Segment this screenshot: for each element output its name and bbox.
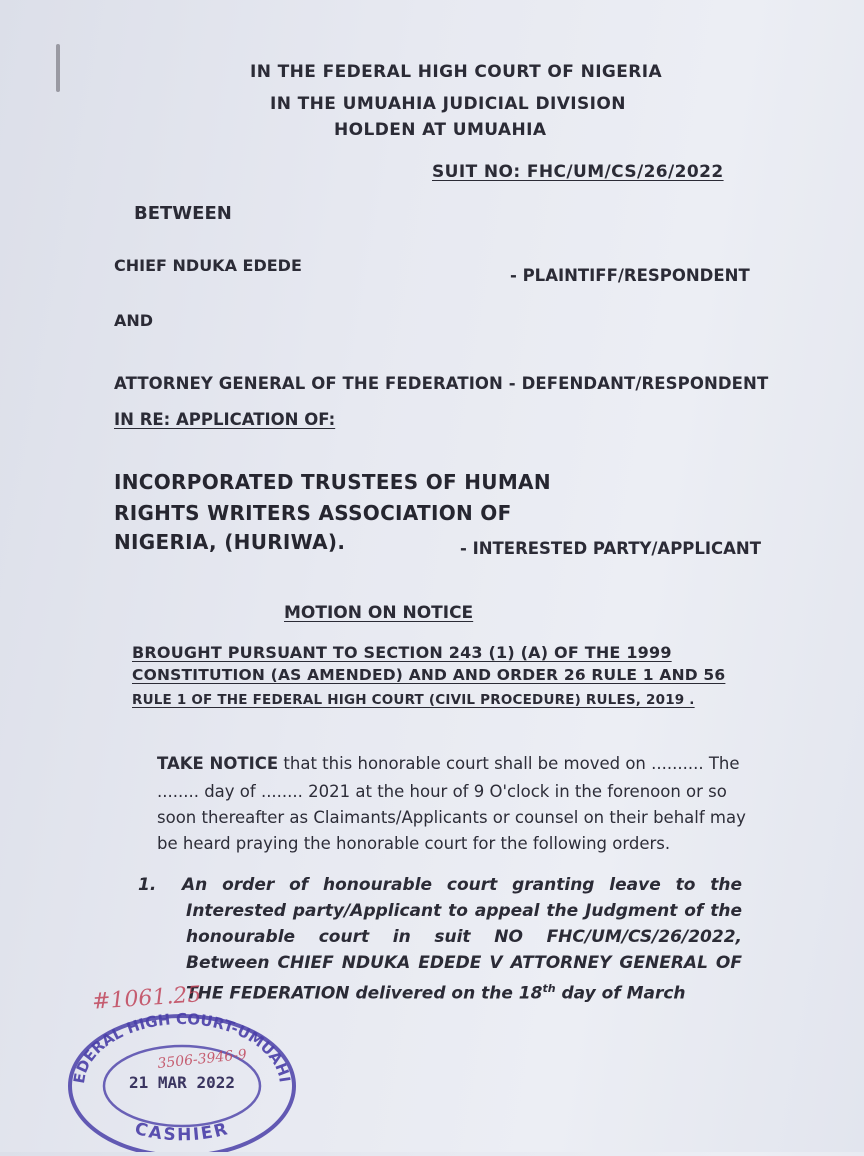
stamp-top-text: EDERAL HIGH COURT-UMUAHI xyxy=(69,1010,294,1085)
applicant-line-2: RIGHTS WRITERS ASSOCIATION OF xyxy=(114,501,512,525)
notice-line-1 xyxy=(157,752,740,776)
stamp-bottom-text: CASHIER xyxy=(132,1118,232,1146)
svg-text:CASHIER xyxy=(133,1119,232,1146)
defendant-line: ATTORNEY GENERAL OF THE FEDERATION - DEFENDANT/RESPONDENT xyxy=(114,374,769,393)
notice-line-2: ........ day of ........ 2021 at the hour of 9 O'clock in the forenoon or so xyxy=(157,782,727,801)
court-holden: HOLDEN AT UMUAHIA xyxy=(334,120,547,140)
cashier-stamp xyxy=(62,1008,302,1152)
and-label: AND xyxy=(114,311,154,330)
order-line-5a: THE FEDERATION delivered on the 18 xyxy=(186,983,543,1004)
plaintiff-role: - PLAINTIFF/RESPONDENT xyxy=(510,266,750,285)
applicant-line-1: INCORPORATED TRUSTEES OF HUMAN xyxy=(114,470,551,494)
applicant-line-3: NIGERIA, (HURIWA). xyxy=(114,530,346,554)
notice-line-3: soon thereafter as Claimants/Applicants or counsel on their behalf may xyxy=(157,808,746,827)
order-line-5b: day of March xyxy=(555,983,686,1004)
grounds-line-3: RULE 1 OF THE FEDERAL HIGH COURT (CIVIL PROCEDURE) RULES, 2019 . xyxy=(132,692,695,708)
notice-lead: TAKE NOTICE xyxy=(157,754,279,773)
grounds-line-2: CONSTITUTION (AS AMENDED) AND AND ORDER 26 RULE 1 AND 56 xyxy=(132,666,726,684)
applicant-role: - INTERESTED PARTY/APPLICANT xyxy=(460,539,761,558)
in-re-heading: IN RE: APPLICATION OF: xyxy=(114,410,336,429)
order-line-5 xyxy=(186,976,742,1007)
court-division: IN THE UMUAHIA JUDICIAL DIVISION xyxy=(270,94,626,114)
motion-title: MOTION ON NOTICE xyxy=(284,603,474,623)
between-label: BETWEEN xyxy=(134,203,232,224)
staple-mark xyxy=(56,44,60,92)
order-line-1: An order of honourable court granting leave to the xyxy=(182,875,742,895)
handwritten-amount: #1061.25 xyxy=(91,982,203,1015)
stamp-handwritten-ref: 3506-3946-9 xyxy=(156,1046,248,1072)
grounds-line-1: BROUGHT PURSUANT TO SECTION 243 (1) (A) OF THE 1999 xyxy=(132,643,672,662)
plaintiff-name: CHIEF NDUKA EDEDE xyxy=(114,256,302,275)
cashier-stamp-graphic xyxy=(62,1008,302,1152)
order-number: 1. xyxy=(138,875,157,895)
court-title: IN THE FEDERAL HIGH COURT OF NIGERIA xyxy=(250,62,663,82)
notice-line-4: be heard praying the honorable court for the following orders. xyxy=(157,834,671,853)
order-line-2: Interested party/Applicant to appeal the Judgment of the xyxy=(186,901,742,921)
order-line-3: honourable court in suit NO FHC/UM/CS/26/2022, xyxy=(186,927,742,947)
suit-number: SUIT NO: FHC/UM/CS/26/2022 xyxy=(432,162,724,182)
notice-line-1-text: that this honorable court shall be moved on .......... The xyxy=(278,754,740,773)
stamp-date: 21 MAR 2022 xyxy=(129,1073,235,1092)
order-line-5-sup: th xyxy=(542,982,556,995)
order-line-4: Between CHIEF NDUKA EDEDE V ATTORNEY GENERAL OF xyxy=(186,953,742,973)
